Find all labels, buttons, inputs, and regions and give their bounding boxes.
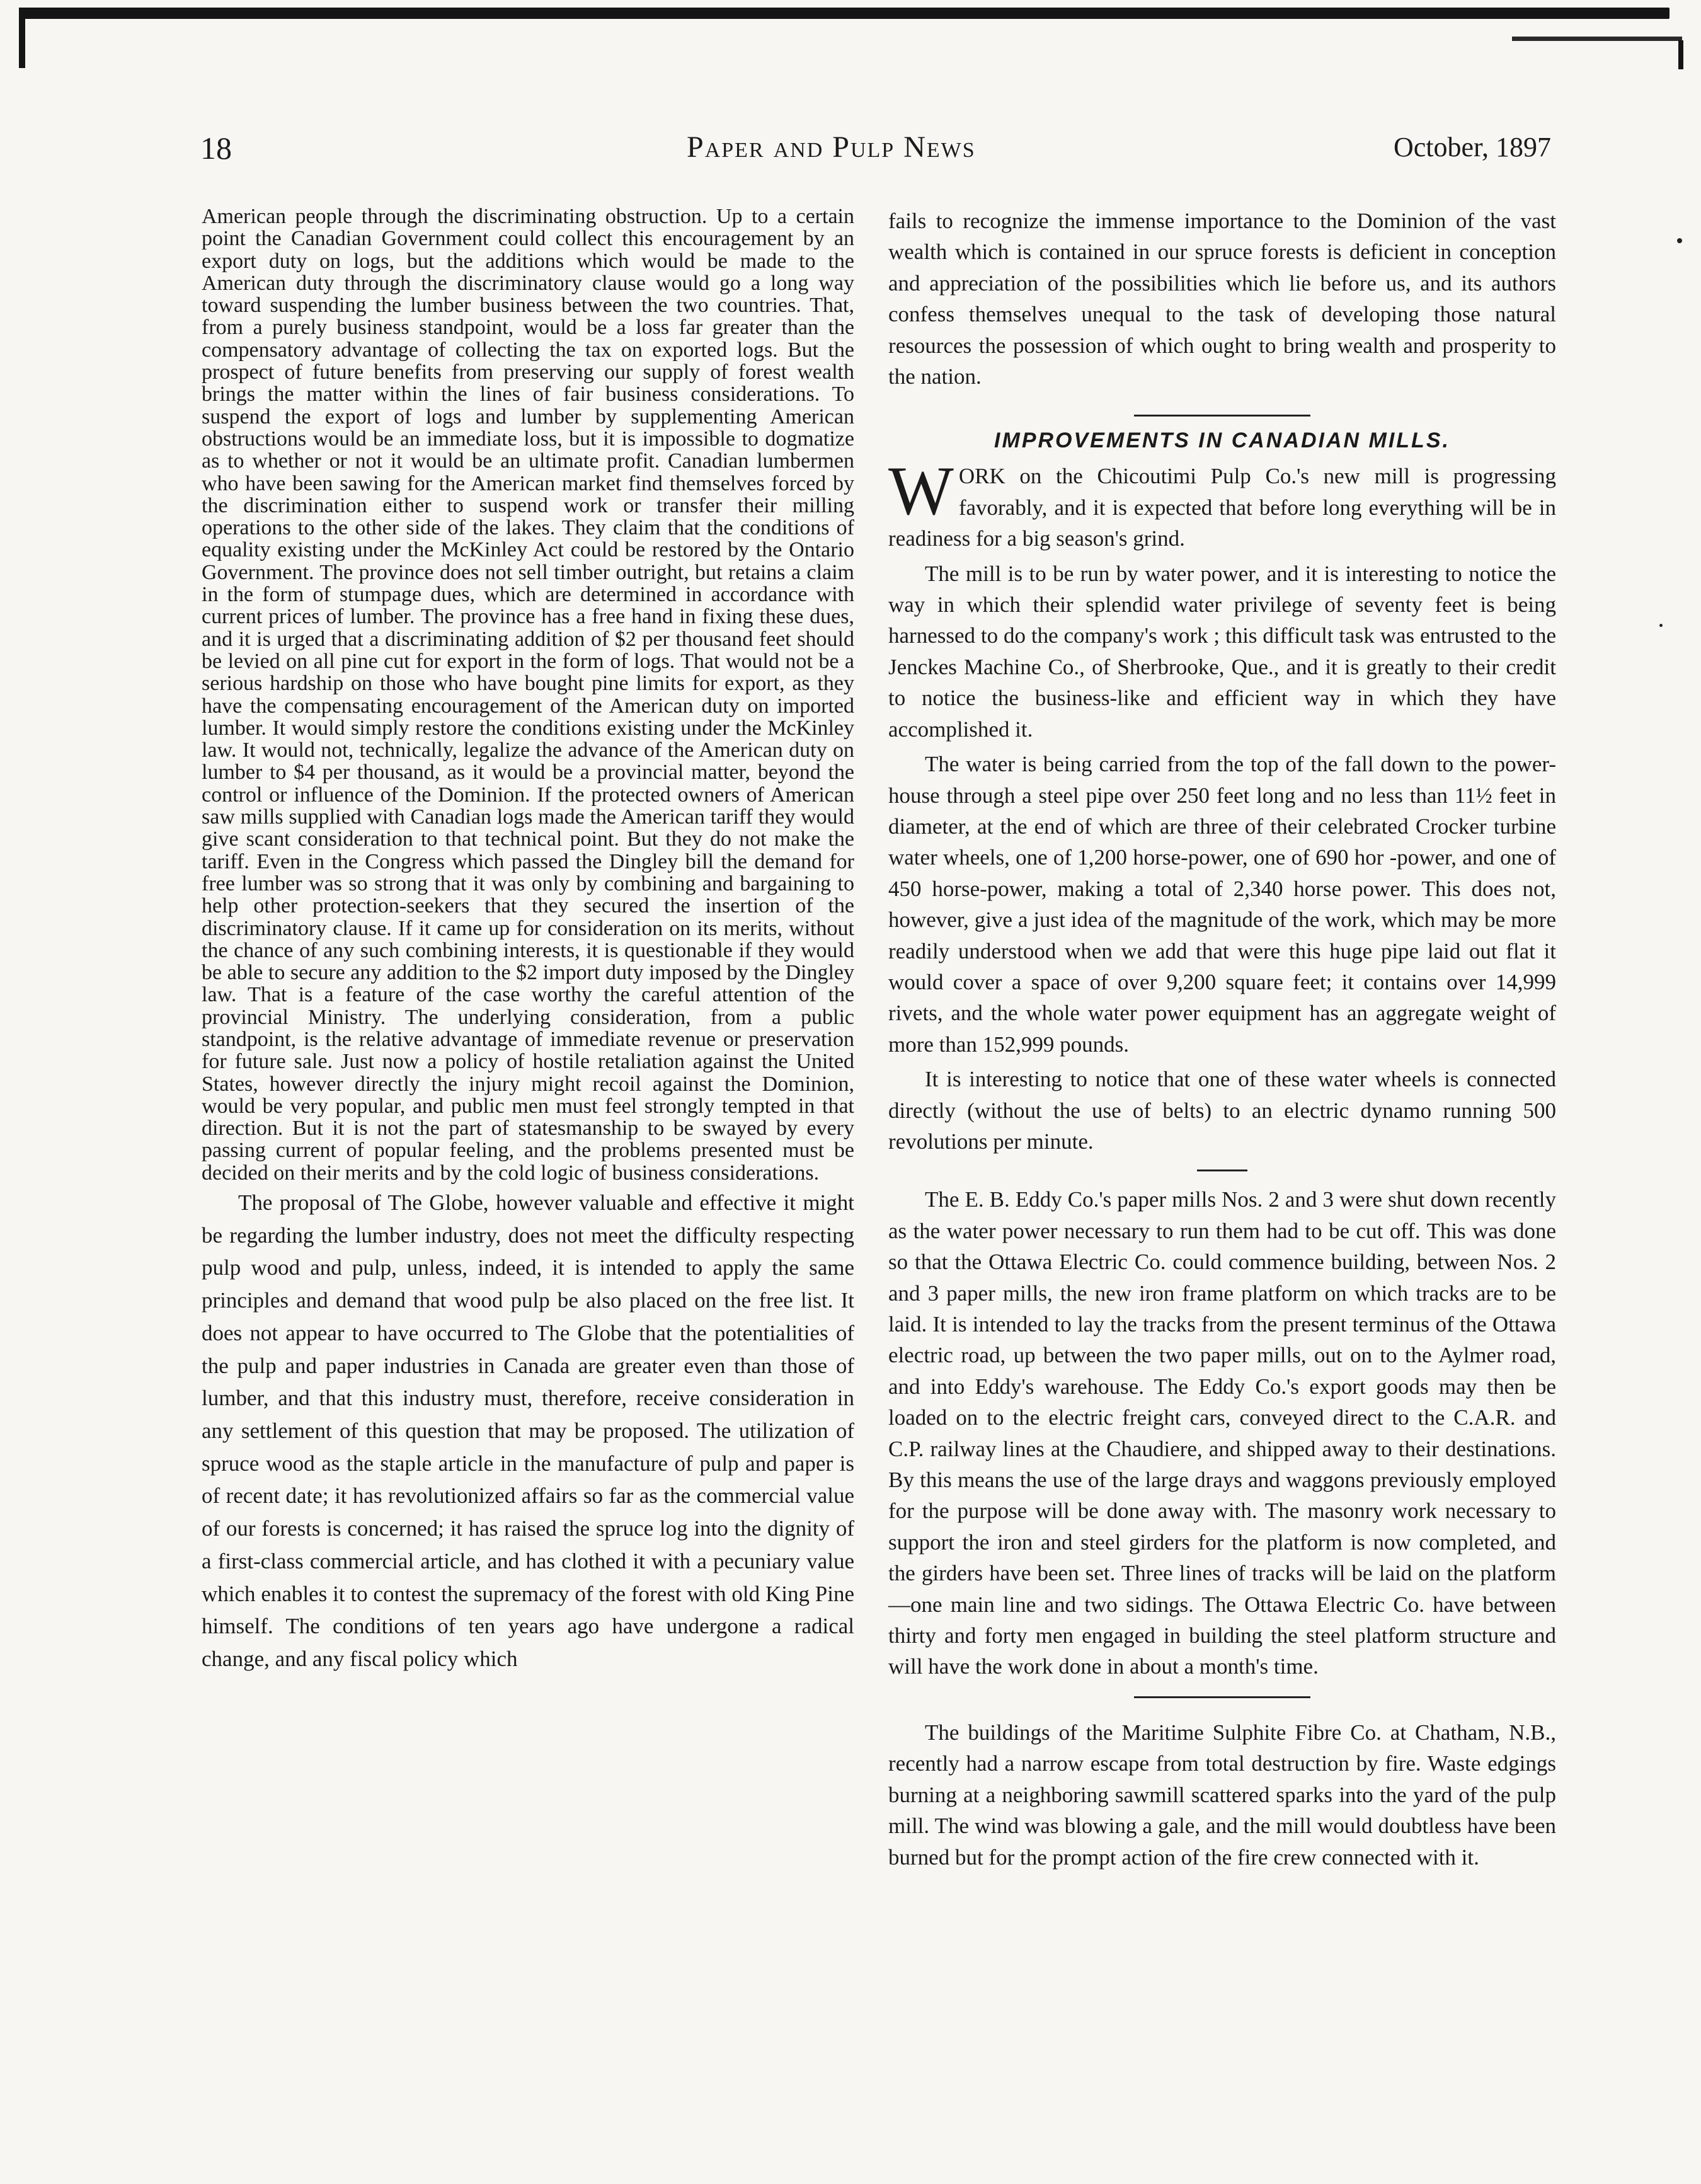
margin-speck bbox=[1659, 624, 1663, 627]
continuation-paragraph: fails to recognize the immense importance to the Dominion of the vast wealth which is contained in our spruce forests is deficient in conception and appreciation of the possibilities which lie before us, and its authors confess themselves unequal to the task of developing those natural resources the possession of which ought to bring wealth and prosperity to the nation. bbox=[888, 209, 1556, 389]
article-paragraph-3: The water is being carried from the top of the fall down to the power-house through a steel pipe over 250 feet long and no less than 11½ feet in diameter, at the end of which are three of their celebrated Crocker turbine water wheels, one of 1,200 horse-power, one of 690 hor -power, and one of 450 horse-power, making a total of 2,340 horse power. This does not, however, give a just idea of the magnitude of the work, which may be more readily understood when we add that were this huge pipe laid out flat it would cover a space of over 9,200 square feet; it contains over 14,999 rivets, and the whole water power equipment has an aggregate weight of more than 152,999 pounds. bbox=[888, 752, 1556, 1057]
section-divider bbox=[1134, 415, 1310, 417]
left-column bbox=[202, 205, 854, 1675]
article-paragraph-4: It is interesting to notice that one of these water wheels is connected directly (without the use of belts) to an electric dynamo running 500 revolutions per minute. bbox=[888, 1067, 1556, 1154]
maritime-sulphite-paragraph: The buildings of the Maritime Sulphite Fibre Co. at Chatham, N.B., recently had a narrow escape from total destruction by fire. Waste edgings burning at a neighboring sawmill scattered sparks into the yard of the pulp mill. The wind was blowing a gale, and the mill would doubtless have been burned but for the prompt action of the fire crew connected with it. bbox=[888, 1720, 1556, 1870]
drop-cap: W bbox=[888, 452, 954, 530]
top-border-rule bbox=[19, 8, 1670, 19]
article-paragraph-1-text: ORK on the Chicoutimi Pulp Co.'s new mill is progressing favorably, and it is expected that before long everything will be in readiness for a big season's grind. bbox=[888, 464, 1556, 551]
article-paragraph-2: The mill is to be run by water power, and it is interesting to notice the way in which their splendid water privilege of seventy feet is being harnessed to do the company's work ; this difficult task was entrusted to the Jenckes Machine Co., of Sherbrooke, Que., and it is greatly to their credit to notice the business-like and efficient way in which they have accomplished it. bbox=[888, 561, 1556, 742]
issue-date: October, 1897 bbox=[1394, 132, 1551, 163]
top-border-left-edge bbox=[19, 8, 25, 68]
page-header bbox=[0, 126, 1701, 176]
lumber-policy-paragraph: American people through the discriminating obstruction. Up to a certain point the Canadian Government could collect this encouragement by an export duty on logs, but the additions which would be made to the American duty through the discriminatory clause would go a long way toward suspending the lumber business between the two countries. That, from a purely business standpoint, would be a loss far greater than the compensatory advantage of collecting the tax on exported logs. But the prospect of future benefits from preserving our supply of forest wealth brings the matter within the lines of fair business considerations. To suspend the export of logs and lumber by supplementing American obstructions would be an immediate loss, but it is impossible to dogmatize as to whether or not it would be an ultimate profit. Canadian lumbermen who have been sawing for the American market find themselves forced by the discrimination either to suspend work or transfer their milling operations to the other side of the lakes. They claim that the conditions of equality existing under the McKinley Act could be restored by the Ontario Government. The province does not sell timber outright, but retains a claim in the form of stumpage dues, which are determined in accordance with current prices of lumber. The province has a free hand in fixing these dues, and it is urged that a discriminating addition of $2 per thousand feet should be levied on all pine cut for export in the form of logs. That would not be a serious hardship on those who have bought pine limits for export, as they have the compensating encouragement of the American duty on imported lumber. It would simply restore the conditions existing under the McKinley law. It would not, technically, legalize the advance of the American duty on lumber to $4 per thousand, as it would be a provincial matter, beyond the control or influence of the Dominion. If the protected owners of American saw mills supplied with Canadian logs made the American tariff they would give scant consideration to that technical point. But they do not make the tariff. Even in the Congress which passed the Dingley bill the demand for free lumber was so strong that it was only by combining and bargaining to help other protection-seekers that they secured the insertion of the discriminatory clause. If it came up for consideration on its merits, without the chance of any such combining interests, it is questionable if they would be able to secure any addition to the $2 import duty imposed by the Dingley law. That is a feature of the case worthy the careful attention of the provincial Ministry. The underlying consideration, from a public standpoint, is the relative advantage of immediate revenue or preservation for future sale. Just now a policy of hostile retaliation against the United States, however directly the injury might recoil against the Dominion, would be very popular, and public men must feel strongly tempted in that direction. But it is not the part of statesmanship to be swayed by every passing current of popular feeling, and the problems presented must be decided on their merits and by the cold logic of business considerations. bbox=[202, 205, 854, 1185]
paragraph-divider bbox=[1197, 1170, 1247, 1171]
page-number: 18 bbox=[200, 130, 232, 166]
right-column bbox=[888, 205, 1556, 1873]
top-border-right-edge bbox=[1678, 40, 1683, 69]
top-border-thin-rule bbox=[1512, 37, 1682, 41]
journal-title: Paper and Pulp News bbox=[687, 130, 976, 164]
news-divider bbox=[1134, 1696, 1310, 1698]
margin-speck bbox=[1677, 238, 1682, 243]
globe-proposal-paragraph: The proposal of The Globe, however valuable and effective it might be regarding the lumber industry, does not meet the difficulty respecting pulp wood and pulp, unless, indeed, it is intended to apply the same principles and demand that wood pulp be also placed on the free list. It does not appear to have occurred to The Globe that the potentialities of the pulp and paper industries in Canada are greater even than those of lumber, and that this industry must, therefore, receive consideration in any settlement of this question that may be proposed. The utilization of spruce wood as the staple article in the manufacture of pulp and paper is of recent date; it has revolutionized affairs so far as the commercial value of our forests is concerned; it has raised the spruce log into the dignity of a first-class commercial article, and has clothed it with a pecuniary value which enables it to contest the supremacy of the forest with old King Pine himself. The conditions of ten years ago have undergone a radical change, and any fiscal policy which bbox=[202, 1190, 854, 1671]
eddy-mills-paragraph: The E. B. Eddy Co.'s paper mills Nos. 2 and 3 were shut down recently as the water power necessary to run them had to be cut off. This was done so that the Ottawa Electric Co. could commence building, between Nos. 2 and 3 paper mills, the new iron frame platform on which tracks are to be laid. It is intended to lay the tracks from the present terminus of the Ottawa electric road, up between the two paper mills, out on to the Aylmer road, and into Eddy's warehouse. The Eddy Co.'s export goods may then be loaded on to the electric freight cars, conveyed direct to the C.A.R. and C.P. railway lines at the Chaudiere, and shipped away to their destinations. By this means the use of the large drays and waggons previously employed for the purpose will be done away with. The masonry work necessary to support the iron and steel girders for the platform is now completed, and the girders have been set. Three lines of tracks will be laid on the platform—one main line and two sidings. The Ottawa Electric Co. have between thirty and forty men engaged in building the steel platform structure and will have the work done in about a month's time. bbox=[888, 1187, 1556, 1679]
section-heading: IMPROVEMENTS IN CANADIAN MILLS. bbox=[994, 428, 1450, 453]
article-paragraph-1 bbox=[888, 452, 1556, 554]
